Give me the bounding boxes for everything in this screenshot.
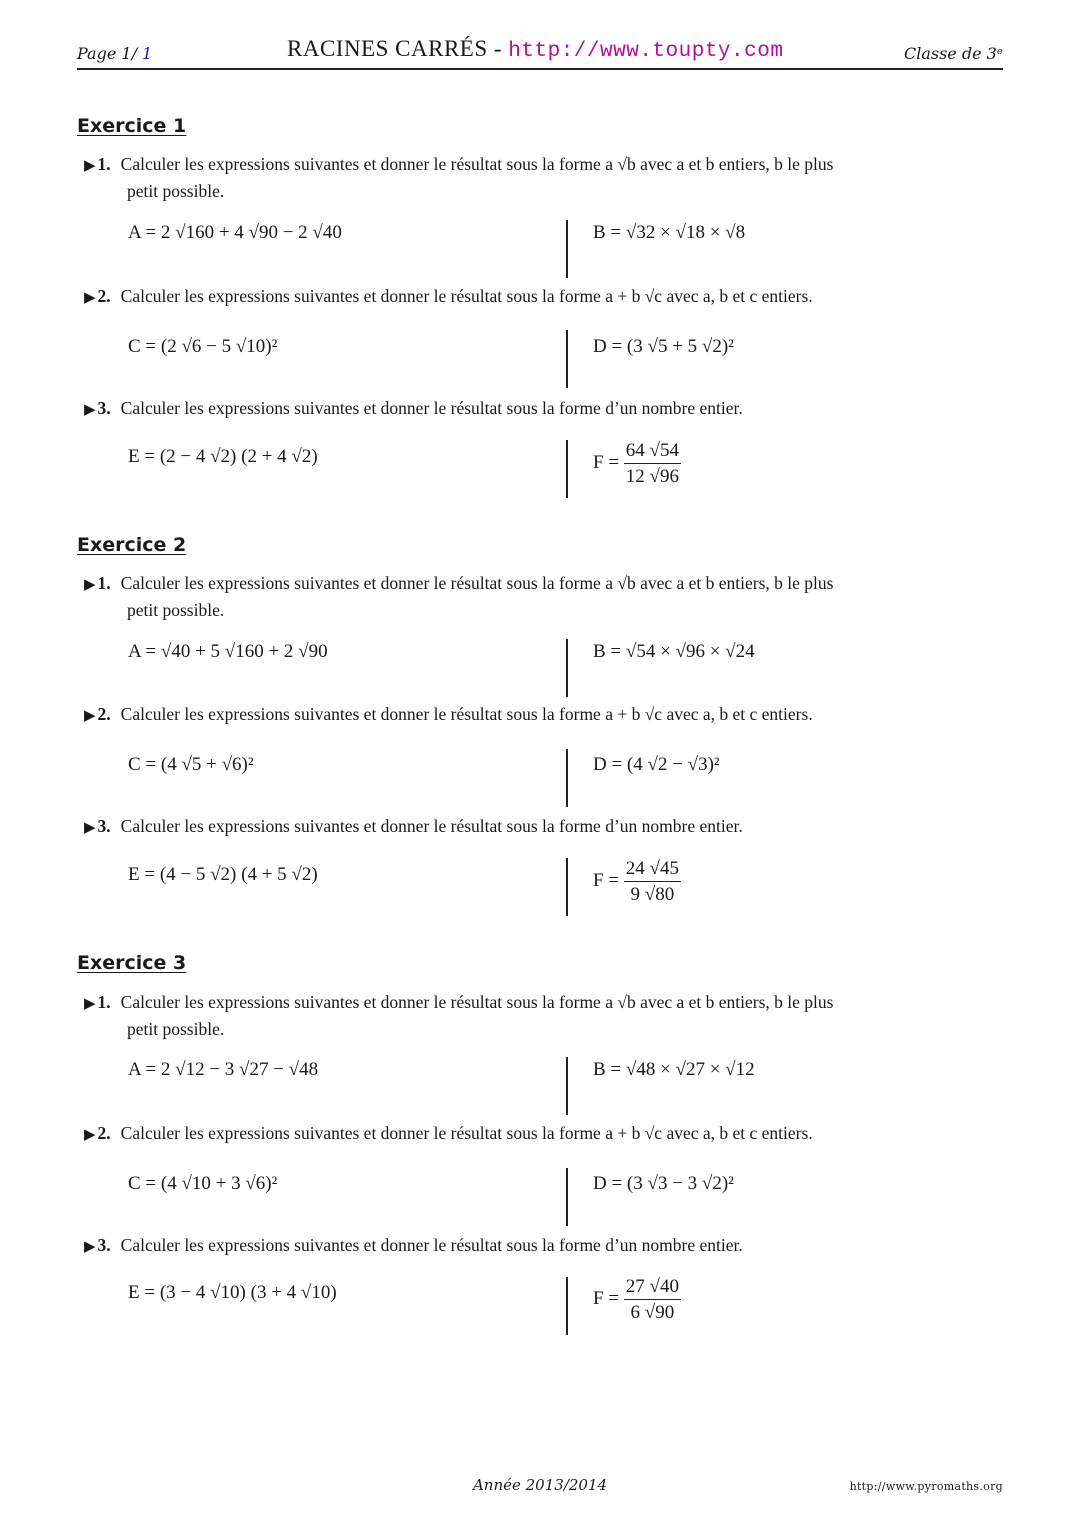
column-divider	[566, 858, 568, 916]
expression-b: B = √48 × √27 × √12	[593, 1059, 755, 1080]
expression-c: C = (2 √6 − 5 √10)²	[128, 336, 278, 357]
expression-b: B = √32 × √18 × √8	[593, 222, 746, 243]
triangle-bullet-icon: ▶	[84, 402, 96, 418]
header-rule	[77, 68, 1003, 70]
expression-a: A = 2 √12 − 3 √27 − √48	[128, 1059, 319, 1080]
column-divider	[566, 220, 568, 278]
expression-f: F = $\frac{27 √40}{6 √90}$	[593, 1276, 679, 1323]
triangle-bullet-icon: ▶	[84, 577, 96, 593]
question-2: ▶ 2. Calculer les expressions suivantes et donner le résultat sous la forme a + b √c avec a, b et c entiers.	[84, 286, 813, 306]
triangle-bullet-icon: ▶	[84, 996, 96, 1012]
column-divider	[566, 330, 568, 388]
column-divider	[566, 749, 568, 807]
fraction: $\frac{27 √40}{6 √90}$	[625, 1276, 679, 1323]
triangle-bullet-icon: ▶	[84, 820, 96, 836]
fraction: $\frac{64 √54}{12 √96}$	[625, 440, 679, 487]
footer-year: Année 2013/2014	[472, 1476, 608, 1494]
question-2: ▶ 2. Calculer les expressions suivantes et donner le résultat sous la forme a + b √c avec a, b et c entiers.	[84, 704, 813, 724]
header-link[interactable]: http://www.toupty.com	[508, 40, 784, 63]
triangle-bullet-icon: ▶	[84, 1127, 96, 1143]
question-3: ▶ 3. Calculer les expressions suivantes et donner le résultat sous la forme d’un nombre entier.	[84, 816, 743, 836]
expression-a: A = 2 √160 + 4 √90 − 2 √40	[128, 222, 342, 243]
column-divider	[566, 440, 568, 498]
page-number: Page 1/ 1	[77, 44, 153, 63]
expression-e: E = (2 − 4 √2) (2 + 4 √2)	[128, 446, 318, 467]
triangle-bullet-icon: ▶	[84, 290, 96, 306]
class-label: Classe de 3ᵉ	[903, 44, 1003, 63]
question-3: ▶ 3. Calculer les expressions suivantes et donner le résultat sous la forme d’un nombre entier.	[84, 398, 743, 418]
fraction: $\frac{24 √45}{9 √80}$	[625, 858, 679, 905]
expression-c: C = (4 √5 + √6)²	[128, 754, 254, 775]
expression-d: D = (4 √2 − √3)²	[593, 754, 720, 775]
expression-f: F = $\frac{24 √45}{9 √80}$	[593, 858, 679, 905]
expression-f: F = $\frac{64 √54}{12 √96}$	[593, 440, 679, 487]
expression-e: E = (4 − 5 √2) (4 + 5 √2)	[128, 864, 318, 885]
exercise-title: Exercice 2	[77, 534, 187, 556]
triangle-bullet-icon: ▶	[84, 708, 96, 724]
question-3: ▶ 3. Calculer les expressions suivantes et donner le résultat sous la forme d’un nombre entier.	[84, 1235, 743, 1255]
question-1: ▶ 1. Calculer les expressions suivantes et donner le résultat sous la forme a √b avec a et b entiers, b le plus petit possible.	[84, 154, 834, 201]
question-1: ▶ 1. Calculer les expressions suivantes et donner le résultat sous la forme a √b avec a et b entiers, b le plus petit possible.	[84, 573, 834, 620]
question-1: ▶ 1. Calculer les expressions suivantes et donner le résultat sous la forme a √b avec a et b entiers, b le plus petit possible.	[84, 992, 834, 1039]
column-divider	[566, 1057, 568, 1115]
question-2: ▶ 2. Calculer les expressions suivantes et donner le résultat sous la forme a + b √c avec a, b et c entiers.	[84, 1123, 813, 1143]
expression-b: B = √54 × √96 × √24	[593, 641, 755, 662]
footer-link[interactable]: http://www.pyromaths.org	[849, 1480, 1003, 1493]
expression-d: D = (3 √5 + 5 √2)²	[593, 336, 734, 357]
column-divider	[566, 639, 568, 697]
column-divider	[566, 1168, 568, 1226]
expression-c: C = (4 √10 + 3 √6)²	[128, 1173, 278, 1194]
page-title: RACINES CARRÉS - http://www.toupty.com	[287, 36, 784, 63]
expression-d: D = (3 √3 − 3 √2)²	[593, 1173, 734, 1194]
expression-a: A = √40 + 5 √160 + 2 √90	[128, 641, 328, 662]
triangle-bullet-icon: ▶	[84, 158, 96, 174]
column-divider	[566, 1277, 568, 1335]
exercise-title: Exercice 3	[77, 952, 187, 974]
exercise-title: Exercice 1	[77, 115, 187, 137]
triangle-bullet-icon: ▶	[84, 1239, 96, 1255]
expression-e: E = (3 − 4 √10) (3 + 4 √10)	[128, 1282, 337, 1303]
